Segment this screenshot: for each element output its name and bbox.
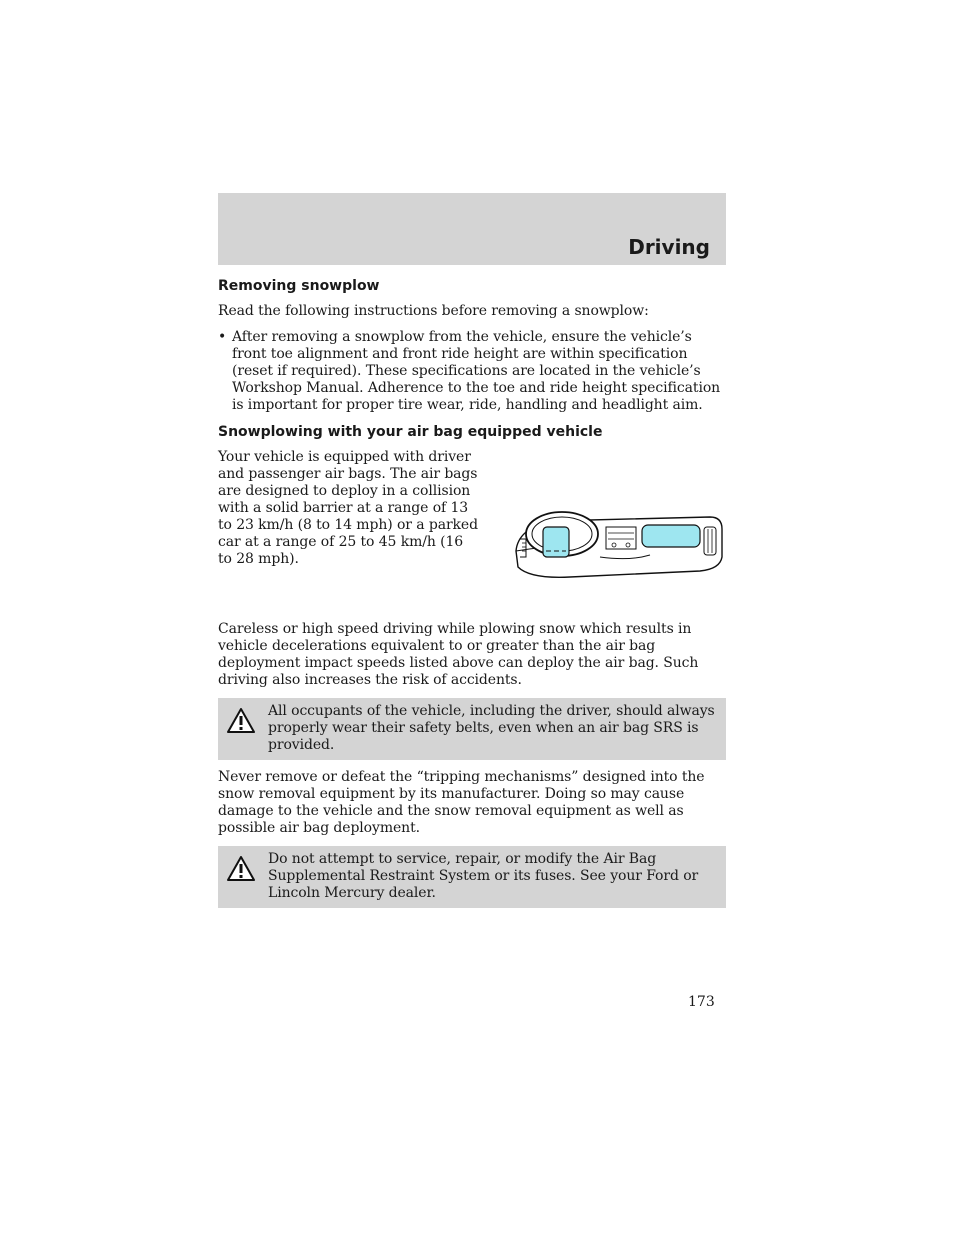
bullet-icon: • <box>218 329 227 345</box>
section-title: Driving <box>628 235 710 259</box>
warning-text-service: Do not attempt to service, repair, or modify the Air Bag Supplemental Restraint System or its fuses. See your Ford or Lincoln Mercury dealer. <box>268 851 699 901</box>
careless-driving-text: Careless or high speed driving while plowing snow which results in vehicle decelerations equivalent to or greater than the air bag deployment impact speeds listed above can deploy the air bag. Such driving also increases the risk of accidents. <box>218 621 699 688</box>
airbag-text: Your vehicle is equipped with driver and passenger air bags. The air bags are designed to deploy in a collision with a solid barrier at a range of 13 to 23 km/h (8 to 14 mph) or a parked car at a range of 25 to 45 km/h (16 to 28 mph). <box>218 449 478 567</box>
warning-triangle-icon <box>226 707 256 734</box>
tripping-mechanisms-text: Never remove or defeat the “tripping mechanisms” designed into the snow removal equipment by its manufacturer. Doing so may cause damage to the vehicle and the snow removal equipment as well as possible air bag deployment. <box>218 769 705 836</box>
warning-triangle-icon <box>226 855 256 882</box>
snowplowing-heading: Snowplowing with your air bag equipped vehicle <box>218 424 603 440</box>
removing-bullet-text: After removing a snowplow from the vehicle, ensure the vehicle’s front toe alignment and front ride height are within specification (reset if required). These specifications are located in the vehicle’s Workshop Manual. Adherence to the toe and ride height specification is important for proper tire wear, ride, handling and headlight aim. <box>232 329 721 413</box>
removing-bullet <box>218 329 726 414</box>
warning-text <box>218 703 718 754</box>
warning-text <box>218 851 718 902</box>
warning-box-safety-belts <box>218 698 726 760</box>
removing-intro: Read the following instructions before removing a snowplow: <box>218 303 649 319</box>
dashboard-airbag-illustration-icon <box>510 499 726 589</box>
warning-text-belts: All occupants of the vehicle, including the driver, should always properly wear their safety belts, even when an air bag SRS is provided. <box>268 703 715 753</box>
page-content <box>218 277 726 917</box>
section-header <box>218 193 726 265</box>
warning-box-service <box>218 846 726 908</box>
airbag-row <box>218 449 726 589</box>
removing-snowplow-heading: Removing snowplow <box>218 278 380 294</box>
page-number: 173 <box>688 994 715 1010</box>
